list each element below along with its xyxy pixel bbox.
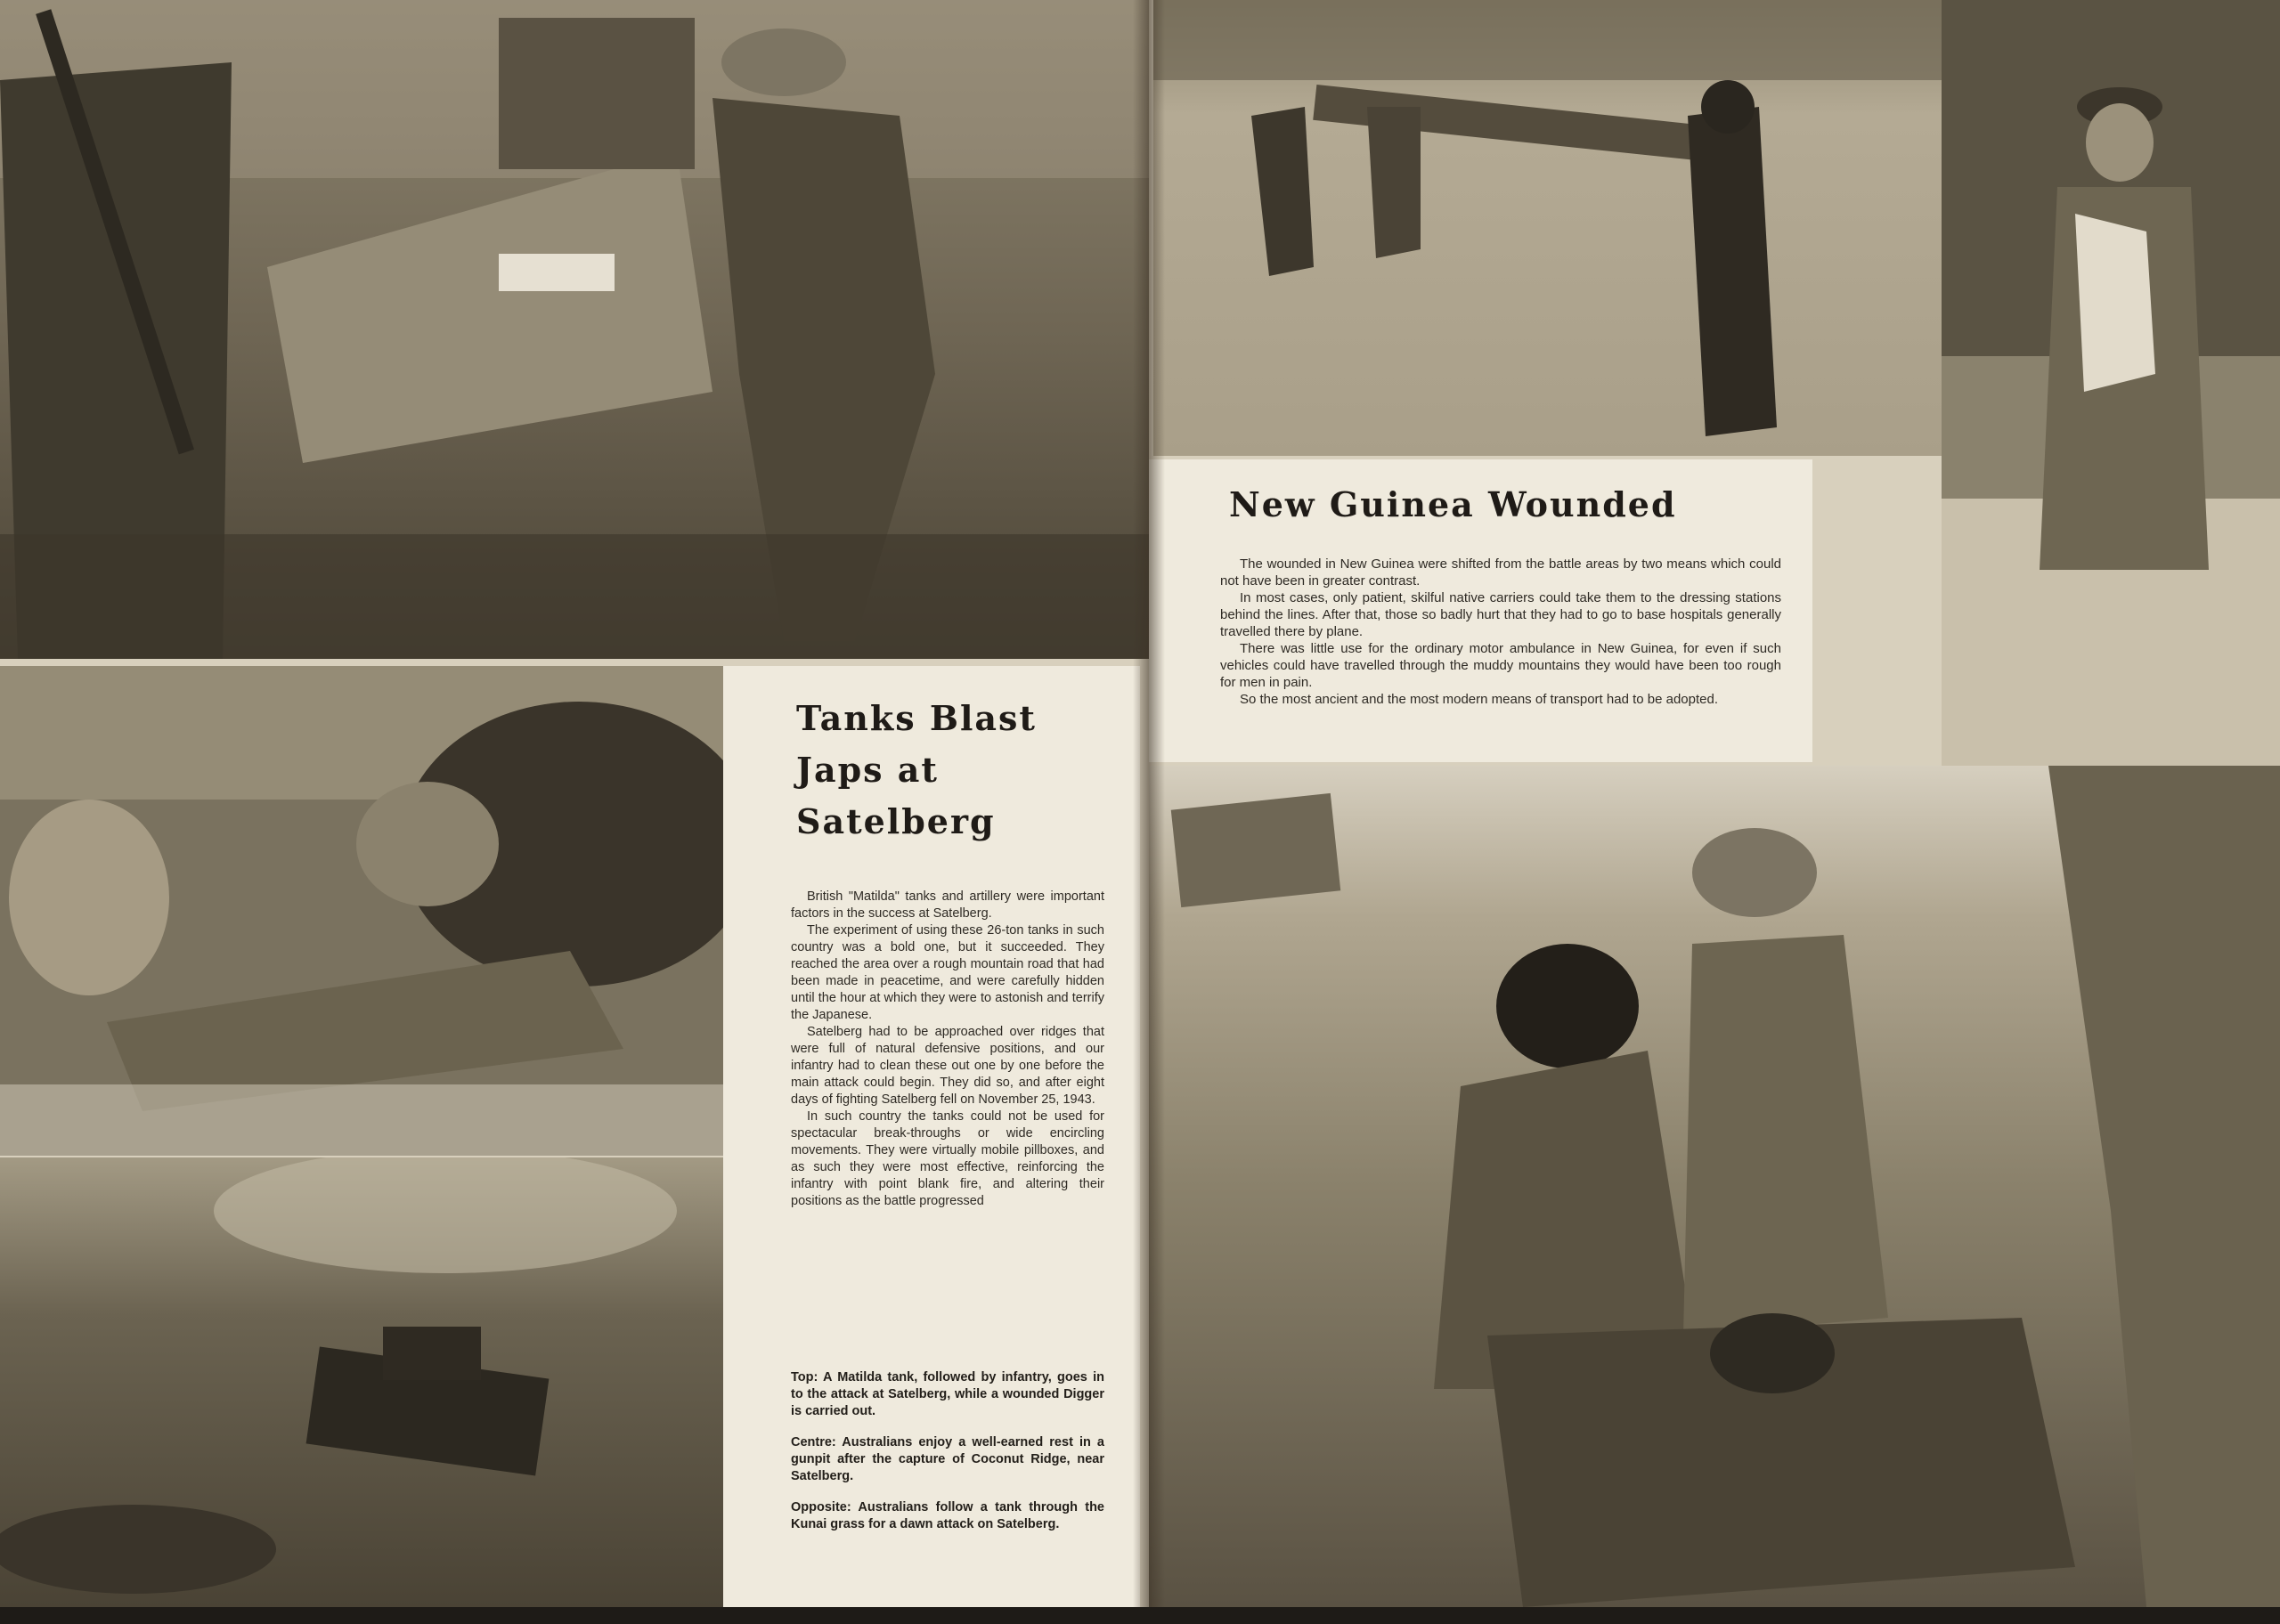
page-bottom-edge (0, 1607, 2280, 1624)
caption-top: Top: A Matilda tank, followed by infantry, goes in to the attack at Satelberg, while a wounded Digger is carried out. (791, 1370, 1104, 1418)
body-paragraph: So the most ancient and the most modern means of transport had to be adopted. (1240, 692, 1718, 707)
body-paragraph: In most cases, only patient, skilful native carriers could take them to the dressing stations behind the lines. After that, those so badly hurt that they had to go to base hospitals generally travelled there by plane. (1220, 590, 1781, 639)
headline: New Guinea Wounded (1229, 484, 1677, 524)
photo-carriers-tending-wounded (1149, 766, 2280, 1607)
left-page (0, 0, 1149, 1607)
photo-walking-wounded-stream (1942, 0, 2280, 766)
headline-line: Tanks Blast (796, 698, 1037, 738)
article-tanks-blast (723, 666, 1140, 1607)
body-paragraph: Satelberg had to be approached over ridges that were full of natural defensive positions, and our infantry had to clean these out one by one before the main attack could begin. They did so, and after eight days of fighting Satelberg fell on November 25, 1943. (791, 1025, 1104, 1107)
headline-line: Satelberg (796, 801, 996, 841)
body-paragraph: In such country the tanks could not be used for spectacular break-throughs or wide encircling movements. They were virtually mobile pillboxes, and as such they were most effective, reinforcing the infantry with point blank fire, and altering their positions as the battle progressed (791, 1109, 1104, 1208)
body-paragraph: The experiment of using these 26-ton tanks in such country was a bold one, but it succeeded. They reached the area over a rough mountain road that had been made in peacetime, and were carefully hidden until the hour at which they were to astonish and terrify the Japanese. (791, 923, 1104, 1022)
caption-opposite: Opposite: Australians follow a tank through the Kunai grass for a dawn attack on Satelberg. (791, 1500, 1104, 1531)
photo-gunpit-rest (0, 666, 739, 1156)
body-paragraph: There was little use for the ordinary motor ambulance in New Guinea, for even if such vehicles could have travelled through the muddy mountains they would have been too rough for men in pain. (1220, 641, 1781, 690)
headline (796, 693, 1117, 848)
article-body (1220, 556, 1781, 708)
book-gutter (1133, 0, 1165, 1607)
photo-kunai-grass-dawn (0, 1157, 730, 1607)
body-paragraph: The wounded in New Guinea were shifted from the battle areas by two means which could not have been in greater contrast. (1220, 556, 1781, 589)
article-new-guinea-wounded (1149, 459, 1812, 762)
right-page (1149, 0, 2280, 1607)
photo-tank-wounded-digger (0, 0, 1149, 659)
headline-line: Japs at (796, 750, 939, 790)
body-paragraph: British "Matilda" tanks and artillery were important factors in the success at Satelberg. (791, 889, 1104, 921)
photo-captions (791, 1369, 1104, 1533)
caption-centre: Centre: Australians enjoy a well-earned rest in a gunpit after the capture of Coconut Ridge, near Satelberg. (791, 1435, 1104, 1483)
article-body (791, 889, 1104, 1210)
photo-native-stretcher-bearers (1153, 0, 1942, 456)
